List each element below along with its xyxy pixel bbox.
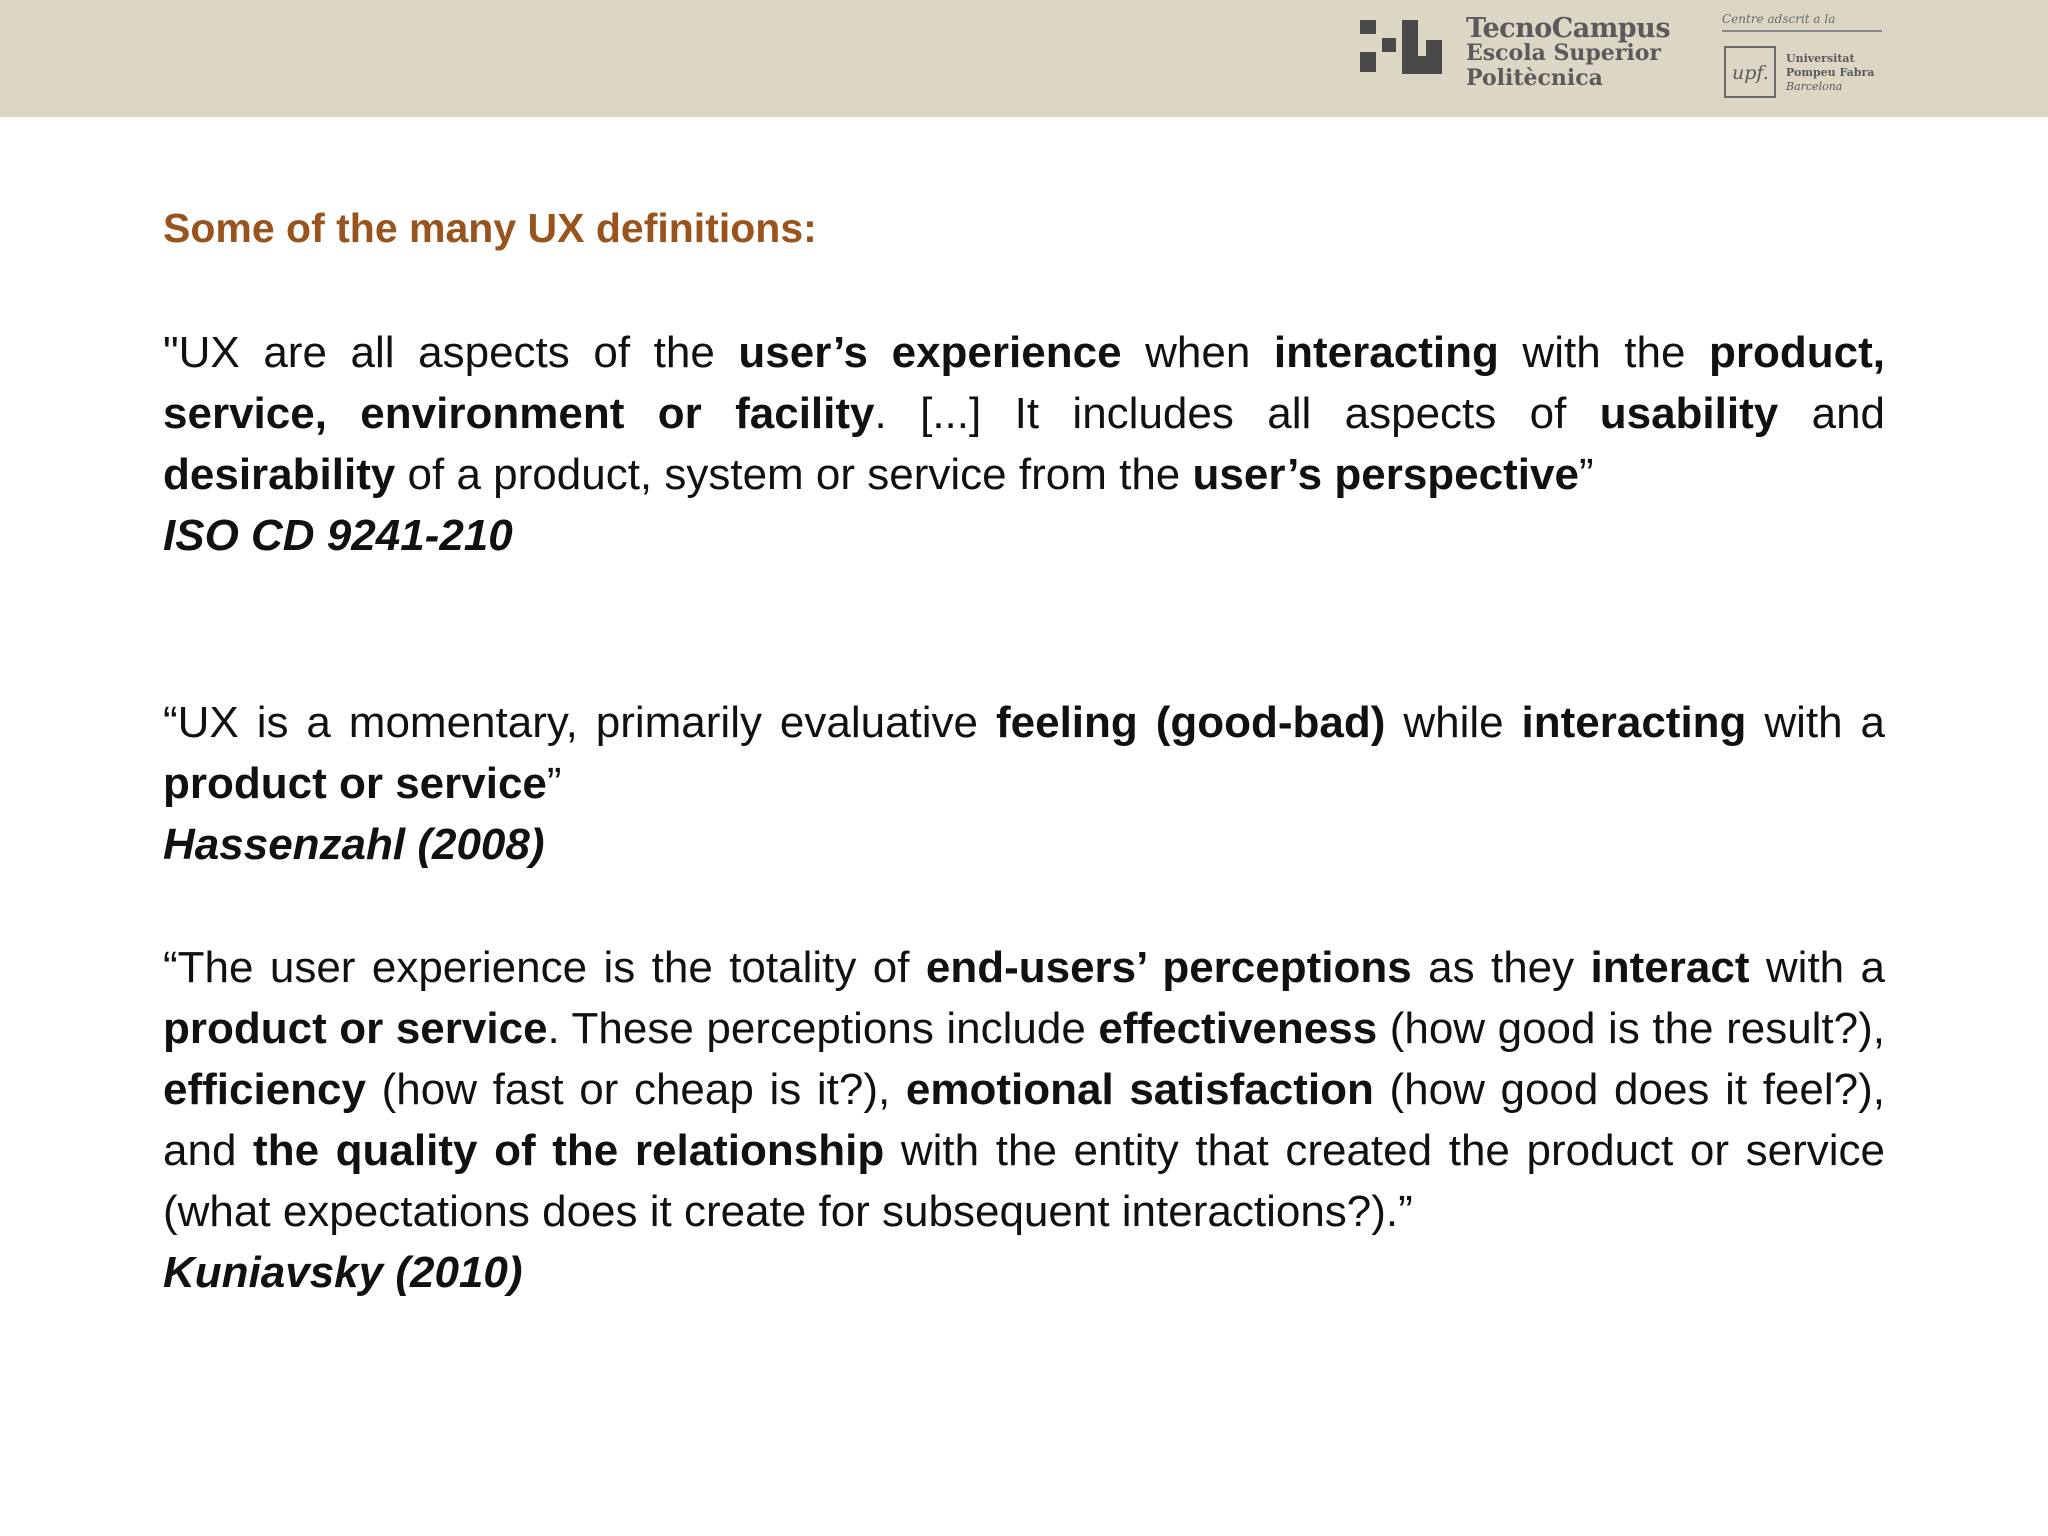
emphasis-text: user’s experience [738,328,1122,377]
emphasis-text: interacting [1521,698,1747,747]
emphasis-text: product, service, environment or facility [163,328,1886,438]
slide-title: Some of the many UX definitions: [163,205,817,251]
body-text: with the entity that created the product or service (what expectations does it create for subsequent interactions?).” [163,1126,1886,1236]
tecnocampus-school: Escola Superior [1466,40,1661,66]
body-text: with the [1498,328,1710,377]
emphasis-text: feeling (good-bad) [995,698,1386,747]
body-text: “The user experience is the totality of [163,943,926,992]
body-text: (how good does it feel?), and [163,1065,1885,1175]
definition-iso [163,322,1885,566]
emphasis-text: user’s perspective [1192,450,1579,499]
body-text: with a [1749,943,1885,992]
upf-line-1: Universitat [1786,52,1855,65]
definition-citation: ISO CD 9241-210 [163,511,513,560]
tecnocampus-school-type: Politècnica [1466,65,1603,91]
emphasis-text: end-users’ perceptions [925,943,1412,992]
body-text: and [1778,389,1886,438]
upf-logo [1720,12,1882,102]
emphasis-text: emotional satisfaction [905,1065,1374,1114]
body-text: when [1121,328,1274,377]
upf-mark: upf. [1732,62,1769,84]
upf-university-name [1786,52,1874,94]
emphasis-text: desirability [163,450,396,499]
definition-text [163,692,1885,814]
upf-caption: Centre adscrit a la [1722,12,1882,32]
upf-line-2: Pompeu Fabra [1786,66,1875,79]
emphasis-text: effectiveness [1098,1004,1378,1053]
body-text: as they [1411,943,1591,992]
emphasis-text: product or service [163,1004,548,1053]
emphasis-text: efficiency [163,1065,366,1114]
body-text: "UX are all aspects of the [163,328,739,377]
emphasis-text: the quality of the relationship [253,1126,885,1175]
definition-hassenzahl [163,692,1885,875]
upf-mark-box [1724,46,1776,98]
emphasis-text: interact [1590,943,1750,992]
definition-kuniavsky [163,937,1885,1303]
body-text: . These perceptions include [547,1004,1099,1053]
emphasis-text: usability [1599,389,1779,438]
body-text: of a product, system or service from the [395,450,1193,499]
tecnocampus-logo-icon [1360,18,1442,78]
body-text: ” [546,759,562,808]
definition-citation: Hassenzahl (2008) [163,820,545,869]
body-text: with a [1746,698,1886,747]
tecnocampus-name: TecnoCampus [1466,13,1671,44]
body-text: . [...] It includes all aspects of [874,389,1600,438]
definition-text [163,937,1885,1242]
body-text: while [1385,698,1522,747]
header-band [0,0,2048,117]
definition-citation: Kuniavsky (2010) [163,1248,523,1297]
emphasis-text: product or service [163,759,547,808]
body-text: (how good is the result?), [1377,1004,1886,1053]
body-text: “UX is a momentary, primarily evaluative [163,698,996,747]
body-text: (how fast or cheap is it?), [365,1065,906,1114]
definition-text [163,322,1885,505]
emphasis-text: interacting [1273,328,1499,377]
upf-line-3: Barcelona [1786,80,1843,93]
body-text: ” [1578,450,1594,499]
tecnocampus-wordmark [1466,13,1671,91]
